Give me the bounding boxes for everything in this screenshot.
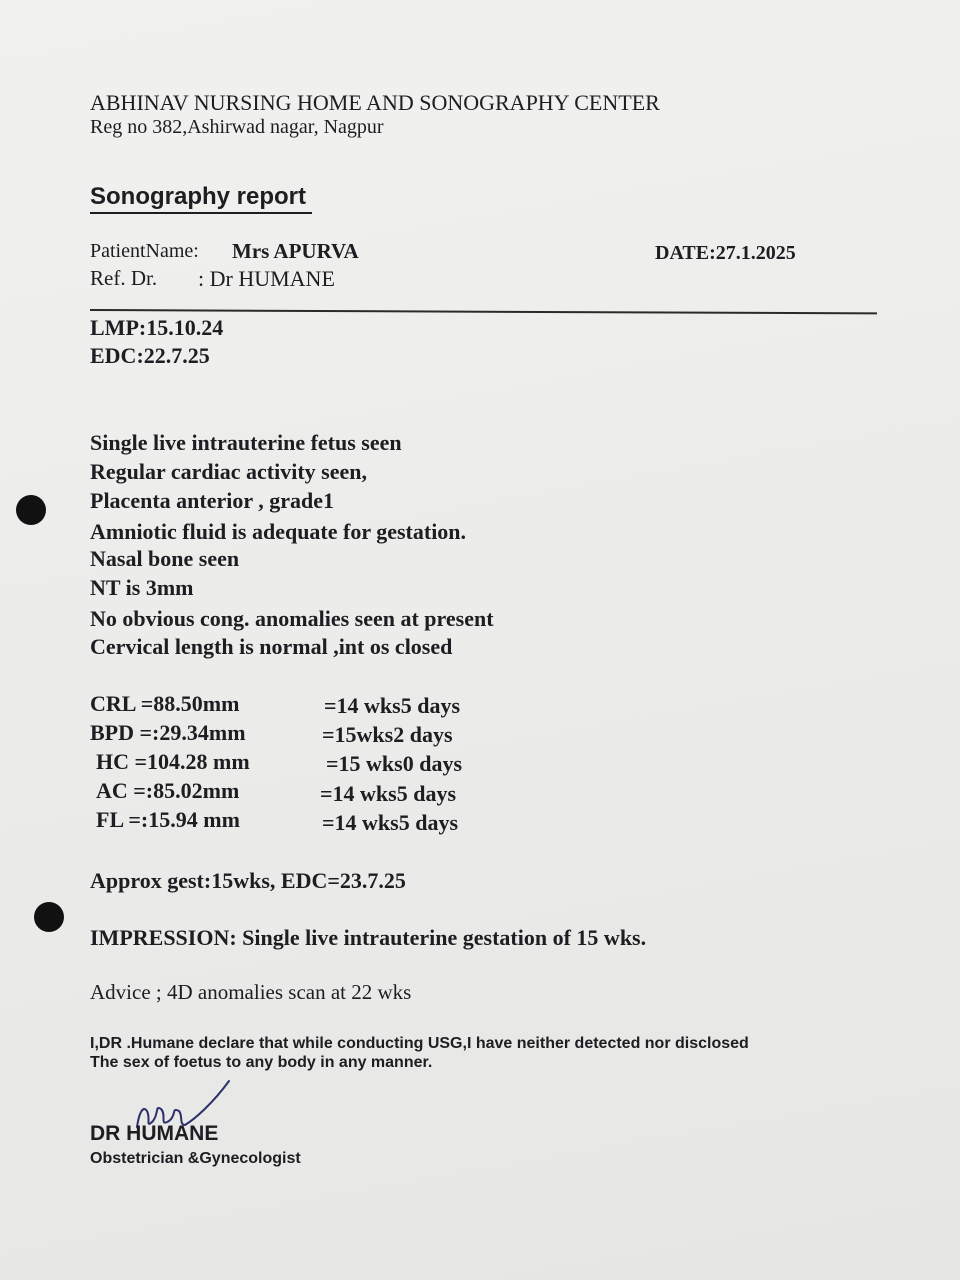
measurement-param: BPD =:29.34mm [90, 720, 246, 745]
finding-line: Nasal bone seen [90, 546, 240, 571]
advice: Advice ; 4D anomalies scan at 22 wks [90, 980, 412, 1004]
punch-hole-bottom [34, 902, 64, 932]
impression: IMPRESSION: Single live intrauterine gestation of 15 wks. [90, 925, 647, 950]
ref-doctor-label: Ref. Dr. [90, 266, 158, 290]
finding-line: Amniotic fluid is adequate for gestation. [90, 519, 467, 544]
declaration-line: The sex of foetus to any body in any manner. [90, 1054, 433, 1071]
declaration-line: I,DR .Humane declare that while conducting USG,I have neither detected nor disclosed [90, 1035, 749, 1052]
finding-line: No obvious cong. anomalies seen at present [90, 606, 494, 631]
measurement-param: HC =104.28 mm [96, 749, 250, 774]
measurement-param: CRL =88.50mm [90, 691, 240, 716]
finding-line: NT is 3mm [90, 575, 194, 600]
approx-gestation: Approx gest:15wks, EDC=23.7.25 [90, 868, 406, 893]
measurement-result: =15 wks0 days [326, 751, 463, 776]
finding-line: Single live intrauterine fetus seen [90, 430, 402, 455]
report-date: DATE:27.1.2025 [655, 242, 796, 264]
report-title: Sonography report [90, 183, 312, 214]
patient-name-label: PatientName: [90, 240, 199, 262]
patient-name-value: Mrs APURVA [232, 239, 359, 263]
clinic-address: Reg no 382,Ashirwad nagar, Nagpur [90, 116, 384, 138]
punch-hole-top [16, 495, 46, 525]
finding-line: Cervical length is normal ,int os closed [90, 634, 453, 659]
measurement-param: FL =:15.94 mm [96, 807, 240, 832]
edc-date: EDC:22.7.25 [90, 343, 210, 368]
ref-doctor-value: : Dr HUMANE [198, 266, 335, 291]
finding-line: Placenta anterior , grade1 [90, 488, 334, 513]
finding-line: Regular cardiac activity seen, [90, 459, 367, 484]
lmp-date: LMP:15.10.24 [90, 315, 224, 340]
measurement-result: =14 wks5 days [322, 810, 459, 835]
measurement-result: =14 wks5 days [324, 693, 461, 718]
measurement-result: =14 wks5 days [320, 781, 457, 806]
clinic-name: ABHINAV NURSING HOME AND SONOGRAPHY CENTER [90, 90, 660, 115]
doctor-name: DR HUMANE [90, 1122, 219, 1145]
doctor-designation: Obstetrician &Gynecologist [90, 1150, 301, 1167]
measurement-result: =15wks2 days [322, 722, 453, 747]
header-divider [90, 309, 877, 314]
measurement-param: AC =:85.02mm [96, 778, 240, 803]
